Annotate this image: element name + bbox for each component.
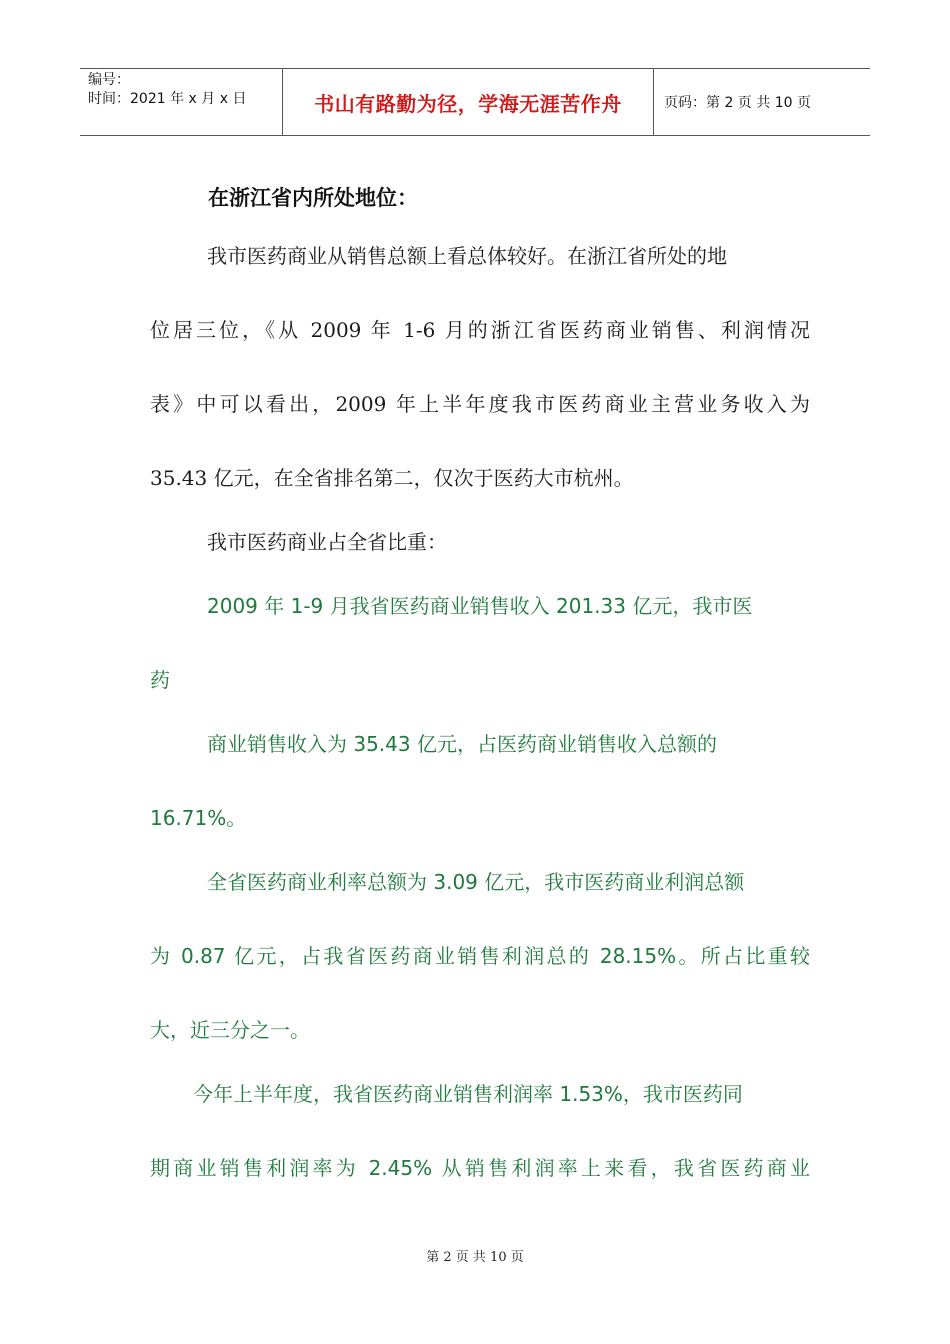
highlight-line: 今年上半年度，我省医药商业销售利润率 1.53%，我市医药同 (193, 1082, 743, 1106)
header-page-info: 页码：第 2 页 共 10 页 (664, 95, 811, 111)
highlight-line: 16.71%。 (150, 806, 247, 830)
page-header (80, 68, 870, 136)
paragraph-line: 我市医药商业从销售总额上看总体较好。在浙江省所处的地 (207, 244, 727, 268)
highlight-line: 全省医药商业利率总额为 3.09 亿元，我市医药商业利润总额 (207, 870, 745, 894)
highlight-line: 2009 年 1-9 月我省医药商业销售收入 201.33 亿元，我市医 (207, 594, 753, 618)
section-heading: 在浙江省内所处地位： (208, 186, 418, 210)
highlight-line: 商业销售收入为 35.43 亿元，占医药商业销售收入总额的 (207, 732, 717, 756)
page-footer: 第 2 页 共 10 页 (426, 1250, 524, 1265)
highlight-line: 大，近三分之一。 (150, 1018, 310, 1042)
paragraph-line: 表》中可以看出，2009 年上半年度我市医药商业主营业务收入为 (150, 392, 810, 416)
highlight-line: 为 0.87 亿元，占我省医药商业销售利润总的 28.15%。所占比重较 (150, 944, 810, 968)
paragraph-line: 35.43 亿元，在全省排名第二，仅次于医药大市杭州。 (150, 466, 634, 490)
paragraph-line: 我市医药商业占全省比重： (207, 530, 447, 554)
paragraph-line: 位居三位，《从 2009 年 1-6 月的浙江省医药商业销售、利润情况 (150, 318, 810, 342)
header-meta (80, 69, 283, 135)
header-motto: 书山有路勤为径，学海无涯苦作舟 (283, 69, 654, 135)
document-number-label: 编号： (88, 72, 130, 88)
highlight-line: 期商业销售利润率为 2.45% 从销售利润率上来看，我省医药商业 (150, 1156, 810, 1180)
document-date: 时间：2021 年 x 月 x 日 (88, 91, 247, 107)
highlight-line: 药 (150, 668, 170, 692)
